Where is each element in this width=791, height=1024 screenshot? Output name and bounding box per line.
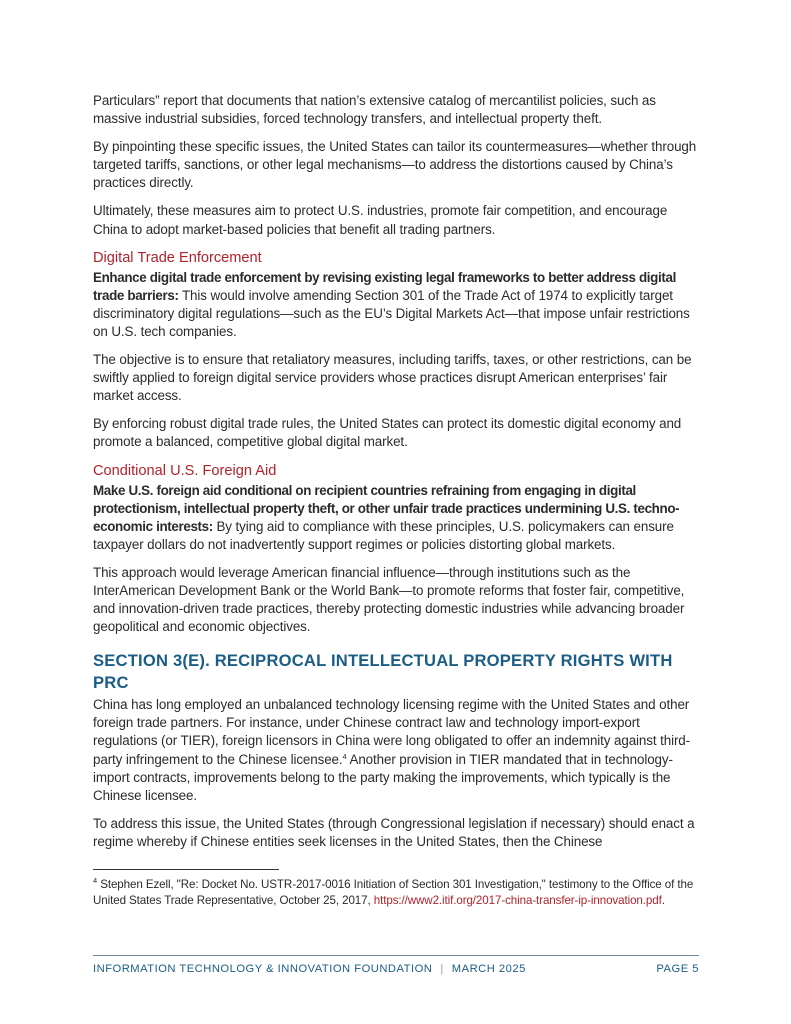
paragraph: Ultimately, these measures aim to protect U.S. industries, promote fair competition, and encourage China to adopt market-based policies that benefit all trading partners. (93, 203, 668, 237)
footnote-link[interactable]: https://www2.itif.org/2017-china-transfer-ip-innovation.pdf (373, 894, 662, 908)
footnote-divider (93, 869, 279, 870)
footnote: $^4$ Stephen Ezell, "Re: Docket No. USTR-2017-0016 Initiation of Section 301 Investigation," testimony to the Office of the United States Trade Representative, October 25, 2017, https://www2.itif.org/2017-china-transfer-ip-innovation.pdf. (93, 876, 694, 908)
paragraph-text: By tying aid to compliance with these principles, U.S. policymakers can ensure taxpayer dollars do not inadvertently support regimes or policies distorting global markets. (93, 518, 674, 552)
page-number: PAGE 5 (656, 963, 699, 975)
section-heading: SECTION 3(E). RECIPROCAL INTELLECTUAL PROPERTY RIGHTS WITH PRC (93, 651, 673, 693)
footer-org: INFORMATION TECHNOLOGY & INNOVATION FOUNDATION (93, 963, 433, 975)
footer-date: MARCH 2025 (451, 963, 526, 975)
footer-left (93, 963, 526, 975)
paragraph: To address this issue, the United States (through Congressional legislation if necessary) should enact a regime whereby if Chinese entities seek licenses in the United States, then the Chinese (93, 815, 695, 849)
paragraph: Particulars” report that documents that nation’s extensive catalog of mercantilist policies, such as massive industrial subsidies, forced technology transfers, and intellectual property theft. (93, 93, 656, 127)
paragraph: This approach would leverage American financial influence—through institutions such as the InterAmerican Development Bank or the World Bank—to promote reforms that foster fair, competitive, and innovation-driven trade practices, thereby protecting domestic industries while advancing broader geopolitical and economic objectives. (93, 564, 685, 635)
paragraph: The objective is to ensure that retaliatory measures, including tariffs, taxes, or other restrictions, can be swiftly applied to foreign digital service providers whose practices disrupt American enterprises’ fair market access. (93, 352, 692, 404)
paragraph (93, 482, 699, 554)
footnote-ref[interactable]: 4 (342, 751, 347, 761)
footer-divider (93, 955, 699, 956)
page-body (93, 92, 699, 861)
paragraph: By pinpointing these specific issues, the United States can tailor its countermeasures—whether through targeted tariffs, sanctions, or other legal mechanisms—to address the distortions caused by China’s practices directly. (93, 139, 697, 191)
page-footer (93, 963, 699, 975)
subheading-foreign-aid: Conditional U.S. Foreign Aid (93, 462, 277, 479)
footer-separator: | (440, 963, 444, 975)
subheading-digital-trade: Digital Trade Enforcement (93, 249, 262, 266)
footnote-text: Stephen Ezell, "Re: Docket No. USTR-2017-0016 Initiation of Section 301 Investigation," testimony to the Office of the United States Trade Representative, October 25, 2017, (93, 878, 694, 908)
lead-text: Make U.S. foreign aid conditional on recipient countries refraining from engaging in digital protectionism, intellectual property theft, or other unfair trade practices undermining U.S. techno-economic interests: (93, 482, 680, 534)
paragraph (93, 269, 699, 341)
paragraph-text: This would involve amending Section 301 of the Trade Act of 1974 to explicitly target discriminatory digital regulations—such as the EU’s Digital Markets Act—that impose unfair restrictions on U.S. tech companies. (93, 287, 690, 339)
paragraph: China has long employed an unbalanced technology licensing regime with the United States and other foreign trade partners. For instance, under Chinese contract law and technology import-export regulations (or TIER), foreign licensors in China were long obligated to offer an indemnity against third-party infringement to the Chinese licensee.$^4$ Another provision in TIER mandated that in technology-import contracts, improvements belong to the party making the improvements, which typically is the Chinese licensee. (93, 697, 691, 803)
paragraph: By enforcing robust digital trade rules, the United States can protect its domestic digital economy and promote a balanced, competitive global digital market. (93, 416, 682, 450)
lead-text: Enhance digital trade enforcement by revising existing legal frameworks to better address digital trade barriers: (93, 269, 676, 303)
footnote-number: 4 (93, 876, 98, 885)
